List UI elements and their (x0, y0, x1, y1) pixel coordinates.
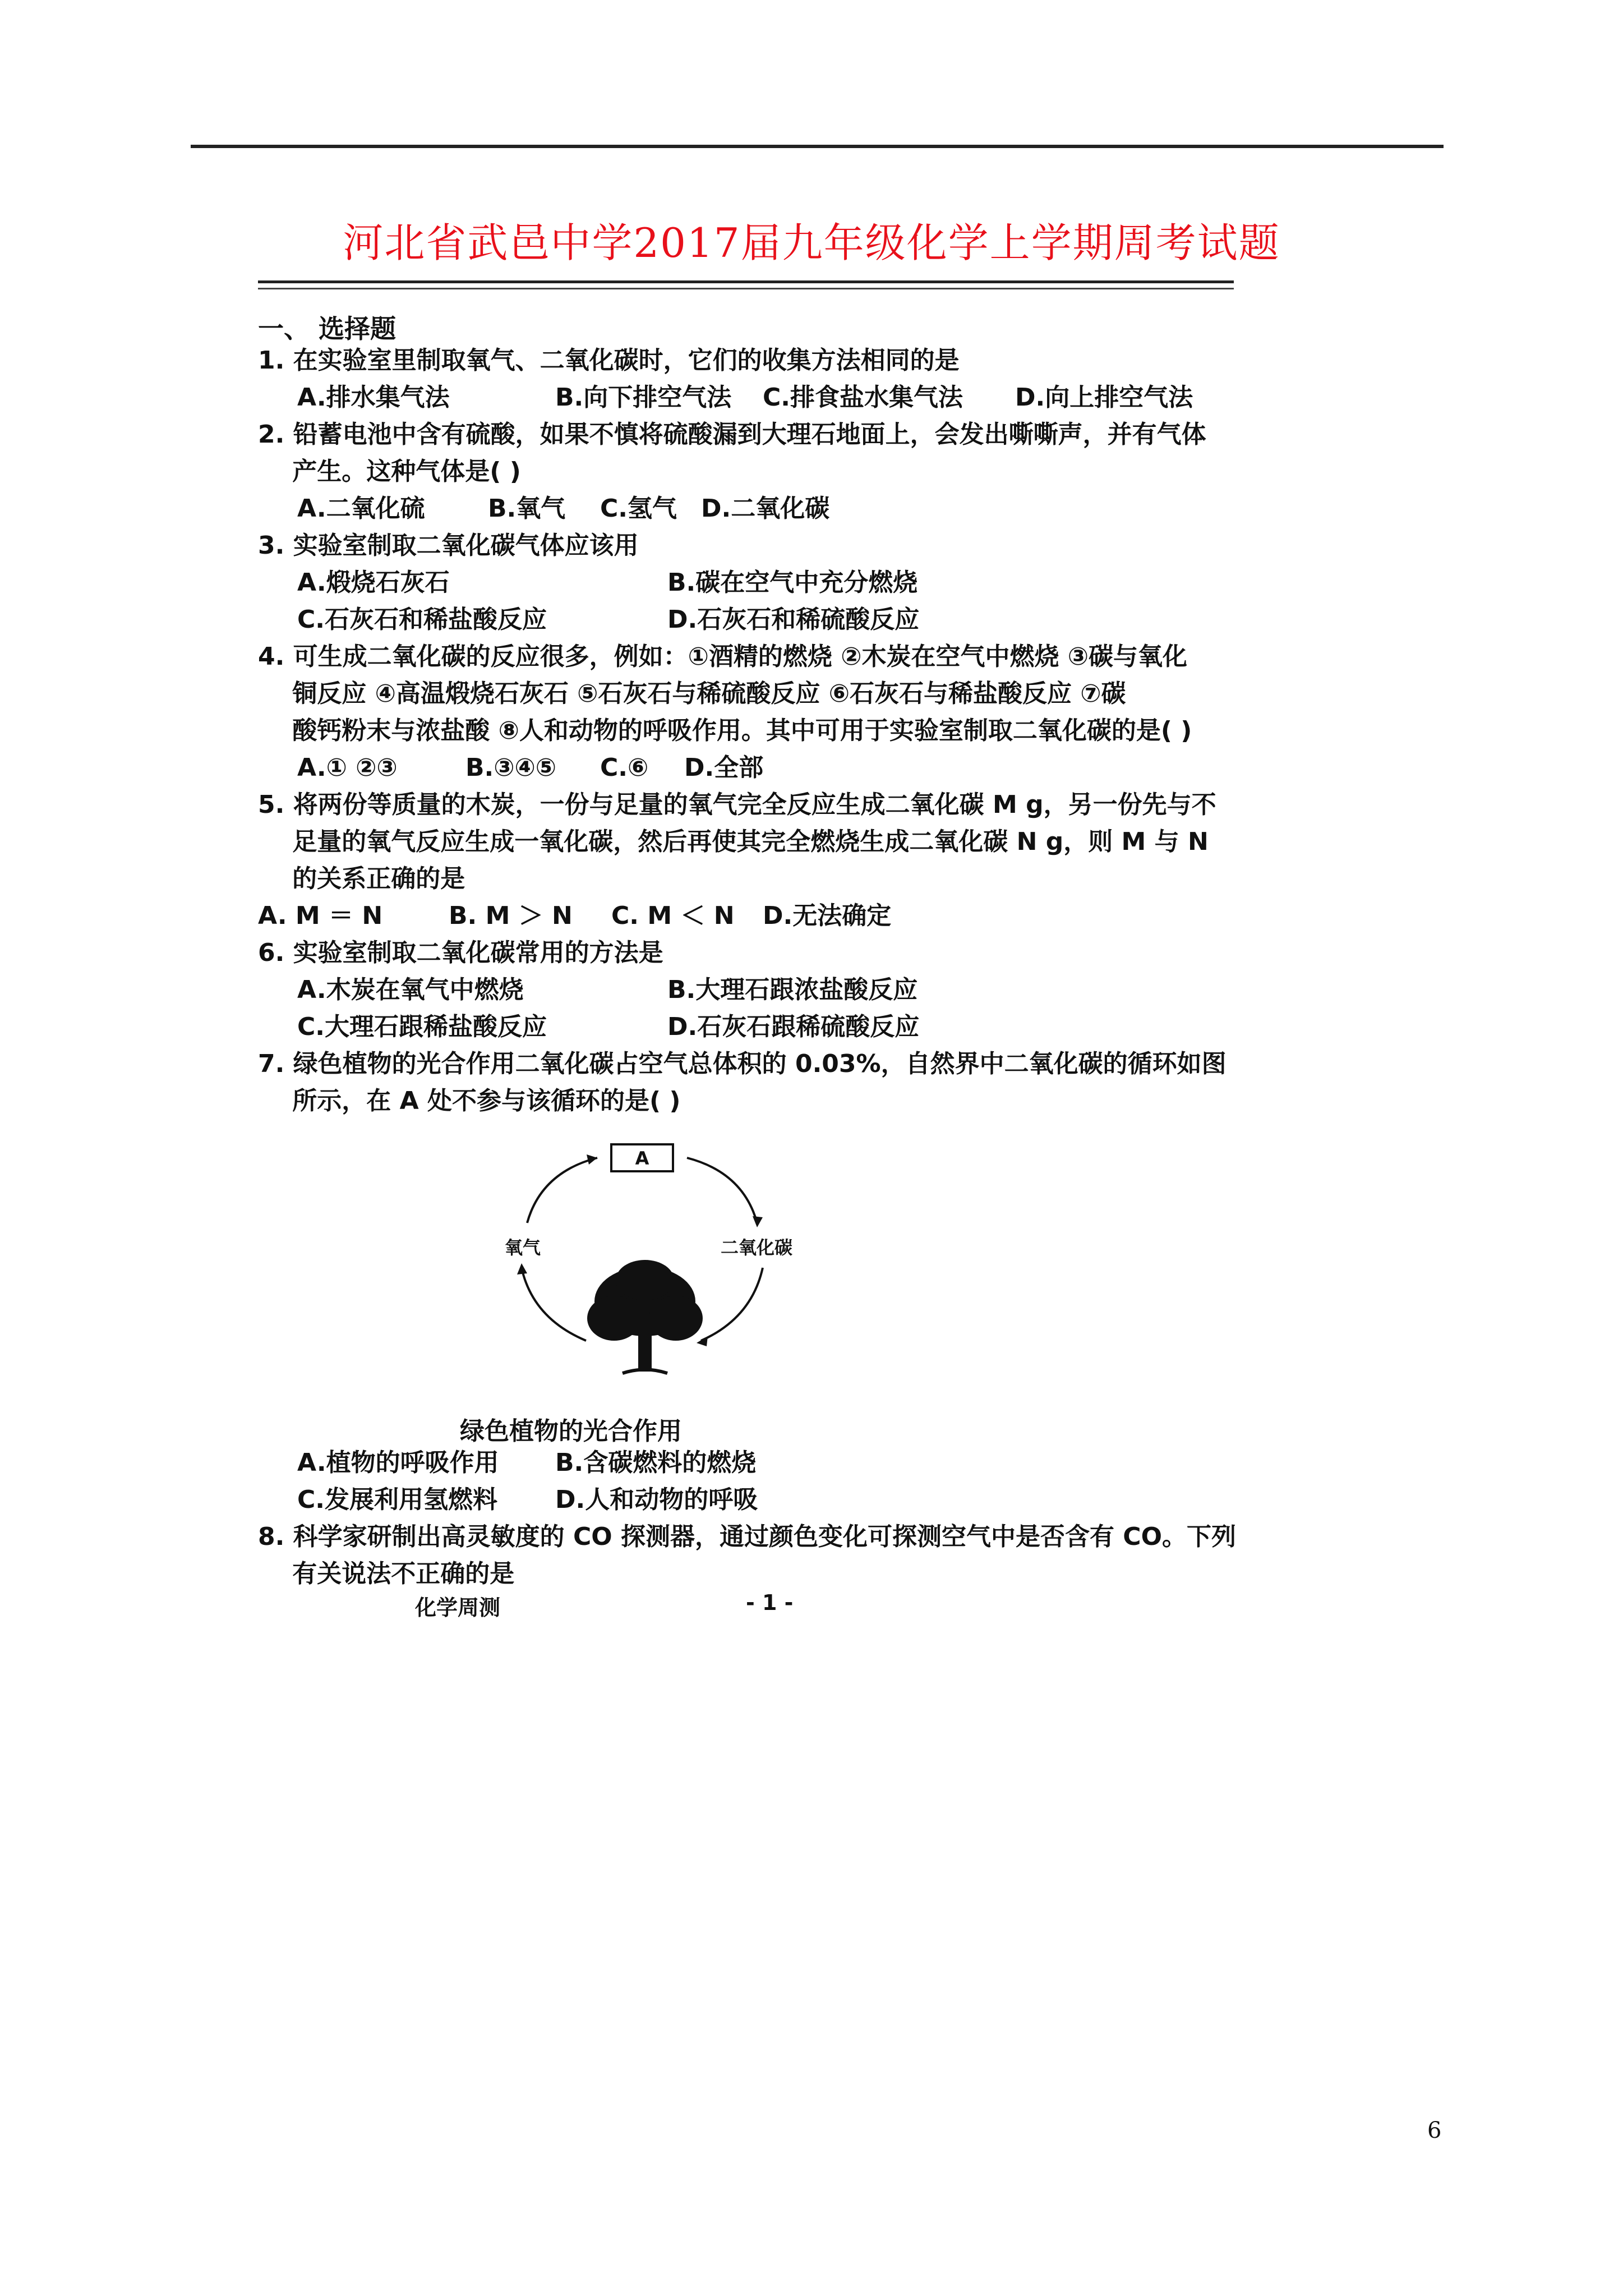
question-5-line-1: 5. 将两份等质量的木炭，一份与足量的氧气完全反应生成二氧化碳 M g，另一份先与不 (258, 790, 1216, 819)
arrowhead-left-bottom (517, 1263, 527, 1274)
question-5-line-2: 足量的氧气反应生成一氧化碳，然后再使其完全燃烧生成二氧化碳 N g，则 M 与 N (258, 827, 1209, 856)
q3-option-d: D.石灰石和稀硫酸反应 (667, 605, 920, 634)
arrow-right-top (687, 1158, 757, 1223)
q6-option-c: C.大理石跟稀盐酸反应 (297, 1013, 547, 1041)
arrow-right-bottom (701, 1268, 763, 1341)
q4-option-a: A.① ②③ (297, 753, 398, 782)
diagram-caption: 绿色植物的光合作用 (460, 1417, 682, 1446)
q6-option-d: D.石灰石跟稀硫酸反应 (667, 1013, 920, 1041)
question-4-line-1: 4. 可生成二氧化碳的反应很多，例如：①酒精的燃烧 ②木炭在空气中燃烧 ③碳与氧化 (258, 642, 1188, 671)
arrowhead-right-top (753, 1216, 763, 1227)
section-heading: 一、 选择题 (258, 314, 396, 344)
question-2-line-2: 产生。这种气体是( ) (258, 457, 521, 486)
question-8-line-1: 8. 科学家研制出高灵敏度的 CO 探测器，通过颜色变化可探测空气中是否含有 CO。下列 (258, 1522, 1236, 1551)
q3-option-b: B.碳在空气中充分燃烧 (667, 568, 918, 597)
q7-option-d: D.人和动物的呼吸 (555, 1485, 758, 1514)
question-4-line-3: 酸钙粉末与浓盐酸 ⑧人和动物的呼吸作用。其中可用于实验室制取二氧化碳的是( ) (258, 716, 1192, 745)
question-3-text: 3. 实验室制取二氧化碳气体应该用 (258, 531, 639, 560)
page-title: 河北省武邑中学2017届九年级化学上学期周考试题 (343, 219, 1280, 266)
q4-option-d: D.全部 (684, 753, 764, 782)
q6-option-b: B.大理石跟浓盐酸反应 (667, 976, 918, 1004)
page-number: 6 (1427, 2118, 1442, 2143)
q2-option-a: A.二氧化硫 (297, 494, 425, 523)
question-2-line-1: 2. 铅蓄电池中含有硫酸，如果不慎将硫酸漏到大理石地面上，会发出嘶嘶声，并有气体 (258, 420, 1206, 449)
header-rule (191, 145, 1444, 148)
q1-option-c: C.排食盐水集气法 (763, 383, 963, 412)
arrow-left-bottom (522, 1268, 586, 1341)
question-7-line-1: 7. 绿色植物的光合作用二氧化碳占空气总体积的 0.03%，自然界中二氧化碳的循环如图 (258, 1050, 1227, 1078)
footer-page-label: - 1 - (746, 1590, 794, 1615)
q3-option-c: C.石灰石和稀盐酸反应 (297, 605, 547, 634)
q4-option-b: B.③④⑤ (465, 753, 557, 782)
q4-option-c: C.⑥ (600, 753, 649, 782)
q1-option-a: A.排水集气法 (297, 383, 450, 412)
footer-label: 化学周测 (415, 1595, 501, 1620)
q2-option-b: B.氧气 (488, 494, 566, 523)
q6-option-a: A.木炭在氧气中燃烧 (297, 976, 524, 1004)
question-4-line-2: 铜反应 ④高温煅烧石灰石 ⑤石灰石与稀硫酸反应 ⑥石灰石与稀盐酸反应 ⑦碳 (258, 679, 1126, 708)
q7-option-b: B.含碳燃料的燃烧 (555, 1448, 757, 1477)
arrowhead-right-bottom (697, 1336, 708, 1346)
scanned-exam-page (241, 269, 1245, 1620)
q5-option-b: B. M ＞ N (449, 901, 573, 930)
arrow-left-top (527, 1158, 597, 1223)
arrowhead-left-top (587, 1154, 597, 1165)
q5-option-c: C. M ＜ N (611, 901, 735, 930)
diagram-label-co2: 二氧化碳 (721, 1237, 793, 1258)
carbon-cycle-diagram (488, 1133, 802, 1391)
question-7-line-2: 所示，在 A 处不参与该循环的是( ) (258, 1087, 681, 1115)
q2-option-c: C.氢气 (600, 494, 677, 523)
q5-option-d: D.无法确定 (763, 901, 892, 930)
scan-header-rule (258, 280, 1234, 289)
tree-icon (587, 1260, 703, 1373)
question-8-line-2: 有关说法不正确的是 (258, 1559, 515, 1588)
diagram-label-oxygen: 氧气 (505, 1237, 541, 1258)
question-6-text: 6. 实验室制取二氧化碳常用的方法是 (258, 938, 663, 967)
q2-option-d: D.二氧化碳 (701, 494, 830, 523)
q1-option-b: B.向下排空气法 (555, 383, 732, 412)
q5-option-a: A. M ＝ N (258, 901, 383, 930)
question-1-text: 1. 在实验室里制取氧气、二氧化碳时，它们的收集方法相同的是 (258, 346, 960, 375)
q3-option-a: A.煅烧石灰石 (297, 568, 450, 597)
q7-option-a: A.植物的呼吸作用 (297, 1448, 499, 1477)
diagram-box-label: A (635, 1148, 649, 1169)
question-5-line-3: 的关系正确的是 (258, 864, 465, 893)
q1-option-d: D.向上排空气法 (1015, 383, 1193, 412)
q7-option-c: C.发展利用氢燃料 (297, 1485, 498, 1514)
